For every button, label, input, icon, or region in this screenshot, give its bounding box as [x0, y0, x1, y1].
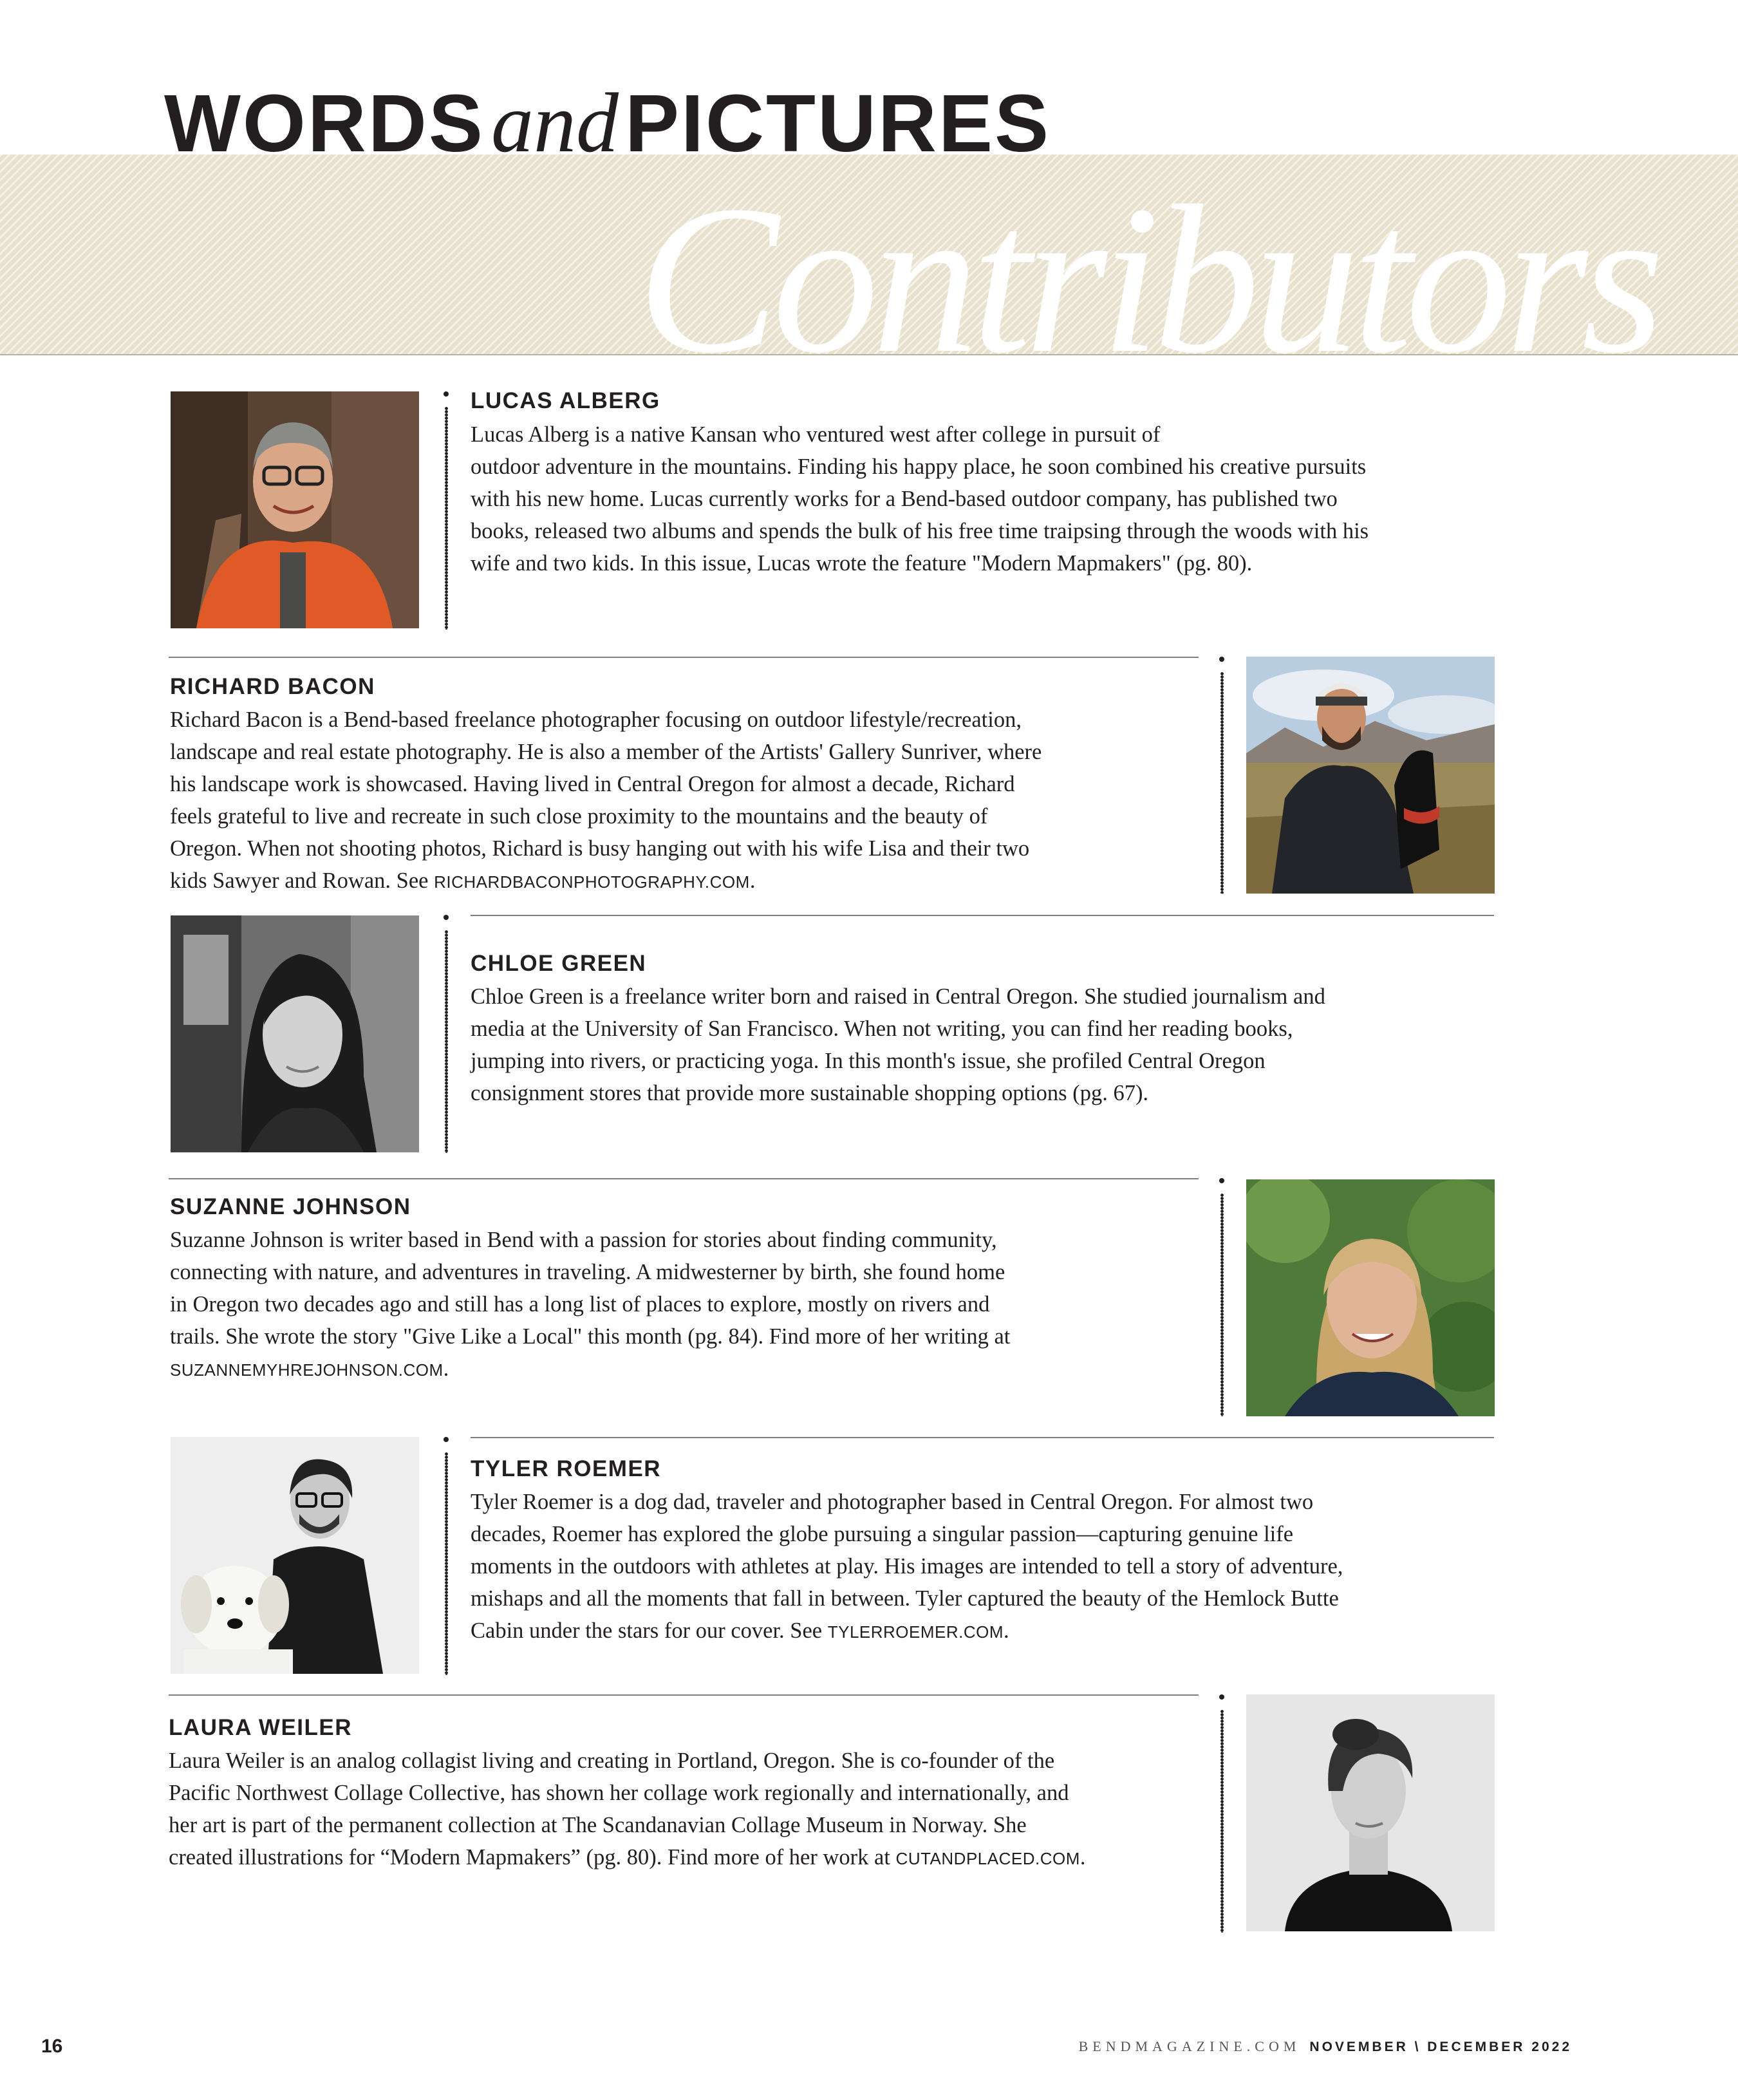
contributors-script-title: Contributors — [637, 162, 1658, 397]
footer-issue: NOVEMBER \ DECEMBER 2022 — [1309, 2039, 1572, 2054]
contributor-photo-laura-weiler — [1246, 1694, 1495, 1931]
contributor-bio: Tyler Roemer is a dog dad, traveler and photographer based in Central Oregon. For almost two decades, Roemer has explored the globe pursuing a singular passion—capturing genuine life moments in the outdoors with athletes at play. His images are intended to tell a story of adventure, mishaps and all the moments that fall in between. Tyler captured the beauty of the Hemlock Butte Cabin under the stars for our cover. See TYLERROEMER.COM. — [471, 1490, 1343, 1643]
contributor-name: TYLER ROEMER — [471, 1456, 662, 1481]
contributor-photo-richard-bacon — [1246, 657, 1495, 894]
page-title — [164, 75, 1051, 170]
contributor-bio: Suzanne Johnson is writer based in Bend with a passion for stories about finding community, connecting with nature, and adventures in traveling. A midwesterner by birth, she found home in Oregon two decades ago and still has a long list of places to explore, mostly on rivers and trails. She wrote the story "Give Like a Local" this month (pg. 84). Find more of her writing at SUZANNEMYHREJOHNSON.COM. — [170, 1228, 1011, 1381]
website-link[interactable]: SUZANNEMYHREJOHNSON.COM — [170, 1360, 444, 1380]
dotted-divider — [443, 391, 449, 630]
contributor-name: LAURA WEILER — [169, 1715, 353, 1740]
section-rule — [169, 1178, 1199, 1179]
footer-folio — [1079, 2038, 1572, 2055]
title-and: and — [491, 75, 619, 170]
contributor-name: RICHARD BACON — [170, 674, 375, 699]
website-link[interactable]: RICHARDBACONPHOTOGRAPHY.COM — [434, 872, 750, 892]
contributor-name: LUCAS ALBERG — [471, 388, 660, 413]
contributor-photo-chloe-green — [171, 915, 419, 1152]
website-link[interactable]: TYLERROEMER.COM — [827, 1622, 1004, 1642]
contributor-bio: Lucas Alberg is a native Kansan who ventured west after college in pursuit of outdoor adventure in the mountains. Finding his happy place, he soon combined his creative pursuits with his new home. Lucas currently works for a Bend-based outdoor company, has published two books, released two albums and spends the bulk of his free time traipsing through the woods with his wife and two kids. In this issue, Lucas wrote the feature "Modern Mapmakers" (pg. 80). — [471, 422, 1369, 576]
contributor-photo-tyler-roemer — [171, 1437, 419, 1674]
contributor-bio: Richard Bacon is a Bend-based freelance photographer focusing on outdoor lifestyle/recreation, landscape and real estate photography. He is also a member of the Artists' Gallery Sunriver, where his landscape work is showcased. Having lived in Central Oregon for almost a decade, Richard feels grateful to live and recreate in such close proximity to the mountains and the beauty of Oregon. When not shooting photos, Richard is busy hanging out with his wife Lisa and their two kids Sawyer and Rowan. See RICHARDBACONPHOTOGRAPHY.COM. — [170, 708, 1042, 893]
website-link[interactable]: CUTANDPLACED.COM — [895, 1849, 1080, 1868]
title-pictures: PICTURES — [624, 78, 1051, 169]
contributor-photo-suzanne-johnson — [1246, 1179, 1495, 1416]
dotted-divider — [443, 1437, 449, 1675]
section-rule — [169, 1694, 1199, 1696]
title-words: WORDS — [164, 78, 485, 169]
section-rule — [471, 915, 1494, 916]
contributor-bio: Laura Weiler is an analog collagist living and creating in Portland, Oregon. She is co-founder of the Pacific Northwest Collage Collective, has shown her collage work regionally and internationally, and her art is part of the permanent collection at The Scandanavian Collage Museum in Norway. She created illustrations for “Modern Mapmakers” (pg. 80). Find more of her work at CUTANDPLACED.COM. — [169, 1748, 1086, 1870]
footer-site[interactable]: BENDMAGAZINE.COM — [1078, 2038, 1301, 2054]
dotted-divider — [1219, 1694, 1225, 1933]
section-rule — [169, 657, 1199, 658]
section-rule — [471, 1437, 1494, 1438]
page-number: 16 — [41, 2036, 63, 2057]
dotted-divider — [1219, 1178, 1225, 1416]
contributor-name: SUZANNE JOHNSON — [170, 1194, 411, 1219]
dotted-divider — [1219, 657, 1225, 894]
contributor-bio: Chloe Green is a freelance writer born and raised in Central Oregon. She studied journalism and media at the University of San Francisco. When not writing, you can find her reading books, jumping into rivers, or practicing yoga. In this month's issue, she profiled Central Oregon consignment stores that provide more sustainable shopping options (pg. 67). — [471, 984, 1325, 1105]
dotted-divider — [443, 915, 449, 1153]
contributor-photo-lucas-alberg — [171, 391, 419, 628]
contributor-name: CHLOE GREEN — [471, 951, 647, 976]
